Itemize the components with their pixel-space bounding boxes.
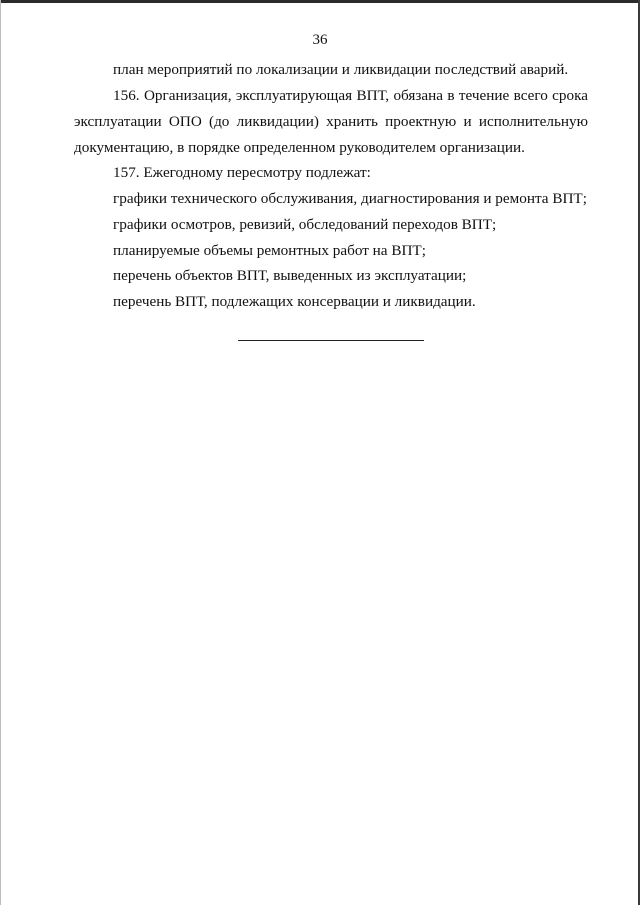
- list-item-conservation-liquidation: перечень ВПТ, подлежащих консервации и ликвидации.: [113, 293, 476, 310]
- list-item-decommissioned-objects: перечень объектов ВПТ, выведенных из эксплуатации;: [113, 267, 467, 284]
- text-line-plan: план мероприятий по локализации и ликвидации последствий аварий.: [113, 61, 569, 78]
- paragraph-156-line-1: 156. Организация, эксплуатирующая ВПТ, обязана в течение всего срока: [113, 87, 588, 104]
- page-number: 36: [312, 32, 328, 48]
- list-item-inspection-schedules: графики осмотров, ревизий, обследований переходов ВПТ;: [113, 216, 497, 233]
- paragraph-156-line-2: эксплуатации ОПО (до ликвидации) хранить проектную и исполнительную: [74, 113, 588, 130]
- paragraph-156-line-3: документацию, в порядке определенном руководителем организации.: [74, 139, 525, 156]
- page-top-edge: [0, 0, 640, 3]
- paragraph-157-heading: 157. Ежегодному пересмотру подлежат:: [113, 164, 371, 181]
- end-separator-line: [238, 340, 424, 341]
- list-item-maintenance-schedules: графики технического обслуживания, диагностирования и ремонта ВПТ;: [113, 190, 587, 207]
- list-item-planned-repairs: планируемые объемы ремонтных работ на ВПТ;: [113, 242, 426, 259]
- page-left-edge: [0, 0, 1, 905]
